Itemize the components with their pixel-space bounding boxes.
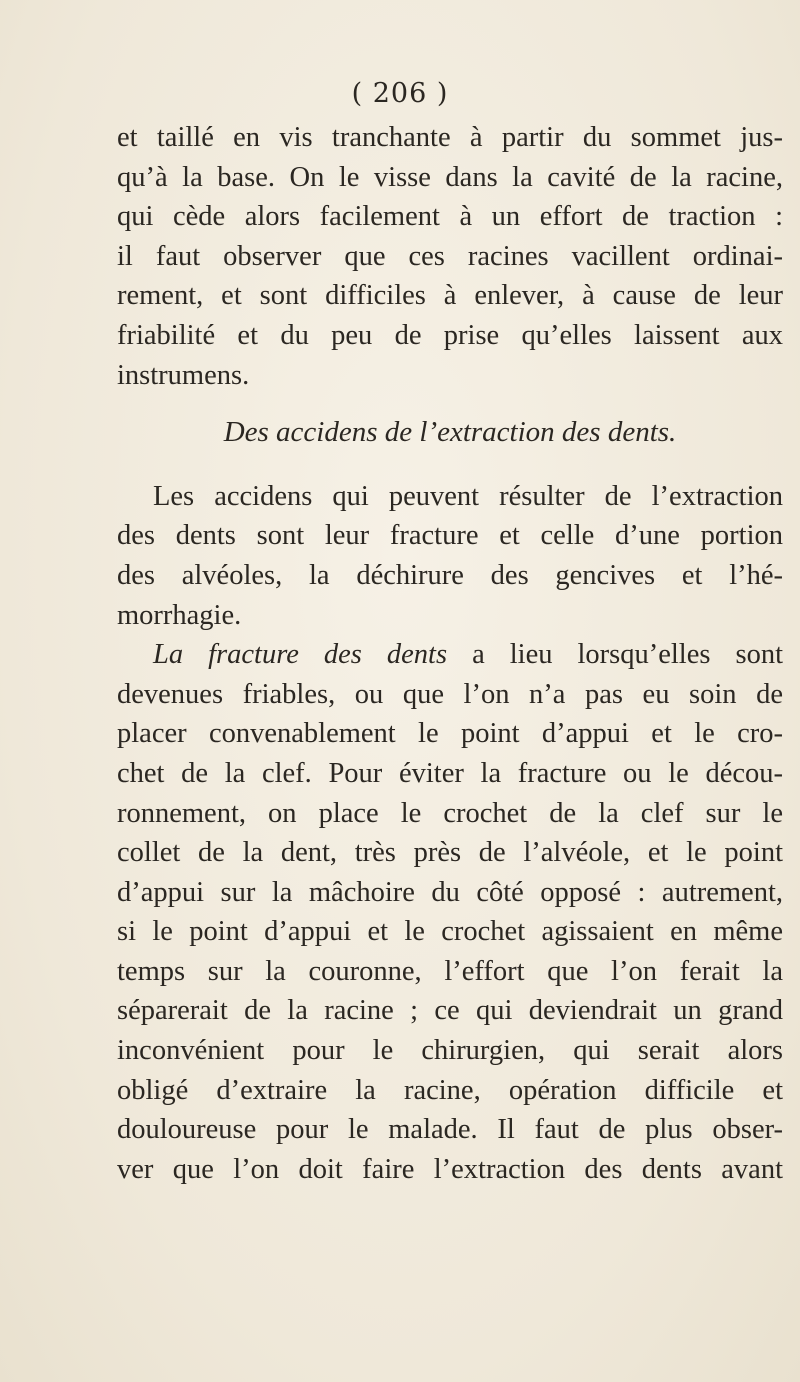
text-line: ronnement, on place le crochet de la clef sur le: [117, 797, 783, 829]
section-heading: Des accidens de l’extraction des dents.: [223, 416, 677, 449]
text-line: des alvéoles, la déchirure des gencives et l’hé-: [117, 559, 783, 591]
paragraph-2: [117, 477, 783, 635]
text-line: collet de la dent, très près de l’alvéole, et le point: [117, 837, 783, 869]
text-line: et taillé en vis tranchante à partir du sommet jus-: [117, 122, 783, 153]
text-line: si le point d’appui et le crochet agissaient en même: [117, 916, 783, 948]
text-line: il faut observer que ces racines vacillent ordinai-: [117, 240, 783, 272]
text-line: d’appui sur la mâchoire du côté opposé : autrement,: [117, 876, 783, 908]
text-line: séparerait de la racine ; ce qui deviendrait un grand: [117, 995, 783, 1027]
text-line: qu’à la base. On le visse dans la cavité de la racine,: [117, 161, 783, 193]
text-line: chet de la clef. Pour éviter la fracture ou le décou-: [117, 757, 783, 789]
text-line: qui cède alors facilement à un effort de traction :: [117, 201, 783, 233]
paragraph-1: [117, 118, 783, 395]
text-line: placer convenablement le point d’appui et le cro-: [117, 718, 783, 750]
text-line: des dents sont leur fracture et celle d’une portion: [117, 520, 783, 552]
text-line: morrhagie.: [117, 599, 242, 631]
text-run: a lieu lorsqu’elles sont: [447, 639, 783, 671]
text-line: temps sur la couronne, l’effort que l’on ferait la: [117, 955, 783, 987]
page-number: ( 206 ): [351, 78, 449, 109]
text-line: friabilité et du peu de prise qu’elles laissent aux: [117, 319, 783, 351]
text-line: devenues friables, ou que l’on n’a pas eu soin de: [117, 678, 783, 710]
italic-term: La fracture des dents: [153, 639, 448, 671]
text-line: douloureuse pour le malade. Il faut de plus obser-: [117, 1114, 783, 1146]
text-line: instrumens.: [117, 359, 250, 391]
text-line: [117, 635, 783, 675]
text-line: inconvénient pour le chirurgien, qui serait alors: [117, 1035, 783, 1067]
page-body: [117, 118, 783, 1189]
text-line: Les accidens qui peuvent résulter de l’extraction: [153, 480, 783, 512]
text-line: obligé d’extraire la racine, opération difficile et: [117, 1074, 783, 1106]
text-line: rement, et sont difficiles à enlever, à cause de leur: [117, 280, 783, 312]
paragraph-3: [117, 635, 783, 1189]
text-line: ver que l’on doit faire l’extraction des dents avant: [117, 1153, 783, 1185]
